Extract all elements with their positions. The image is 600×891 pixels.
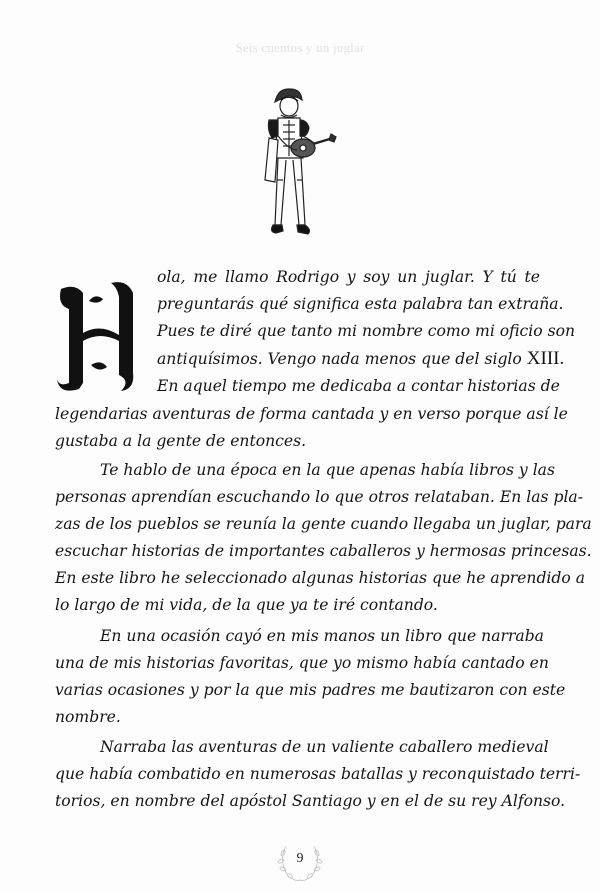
text-line: zas de los pueblos se reunía la gente cuando llegaba un juglar, para [55,515,592,533]
century-numeral: XIII. [526,348,565,369]
text-line: En aquel tiempo me dedicaba a contar historias de [157,377,560,395]
text-line [157,348,565,369]
text-line: Te hablo de una época en la que apenas había libros y las [100,461,555,479]
drop-cap [55,275,140,395]
drop-cap-flourish [55,275,140,395]
text-line-segment: antiquísimos. Vengo nada menos que del siglo [157,350,522,368]
minstrel-with-lute-icon [245,80,340,245]
text-line: nombre. [55,708,121,726]
text-line: gustaba a la gente de entonces. [55,432,307,450]
text-line: En este libro he seleccionado algunas historias que he aprendido a [55,569,586,587]
text-line: una de mis historias favoritas, que yo mismo había cantado en [55,654,549,672]
text-line: varias ocasiones y por la que mis padres me bautizaron con este [55,681,566,699]
text-line: legendarias aventuras de forma cantada y en verso porque así le [55,405,568,423]
page-number: 9 [296,851,304,866]
text-line: que había combatido en numerosas batallas y reconquistado terri- [55,765,581,783]
text-line: personas aprendían escuchando lo que otros relataban. En las pla- [55,488,584,506]
text-line: lo largo de mi vida, de la que ya te iré contando. [55,596,438,614]
running-head: Seis cuentos y un juglar [235,40,365,55]
text-line: escuchar historias de importantes caballeros y hermosas princesas. [55,542,592,560]
text-line: torios, en nombre del apóstol Santiago y en el de su rey Alfonso. [55,792,566,810]
text-line: preguntarás qué significa esta palabra tan extraña. [157,295,564,313]
text-line: Pues te diré que tanto mi nombre como mi oficio son [157,322,576,340]
text-line: En una ocasión cayó en mis manos un libro que narraba [100,627,544,645]
text-line: Narraba las aventuras de un valiente caballero medieval [100,738,549,756]
text-line: ola, me llamo Rodrigo y soy un juglar. Y tú te [157,268,540,286]
page-number-ornament [270,838,330,883]
